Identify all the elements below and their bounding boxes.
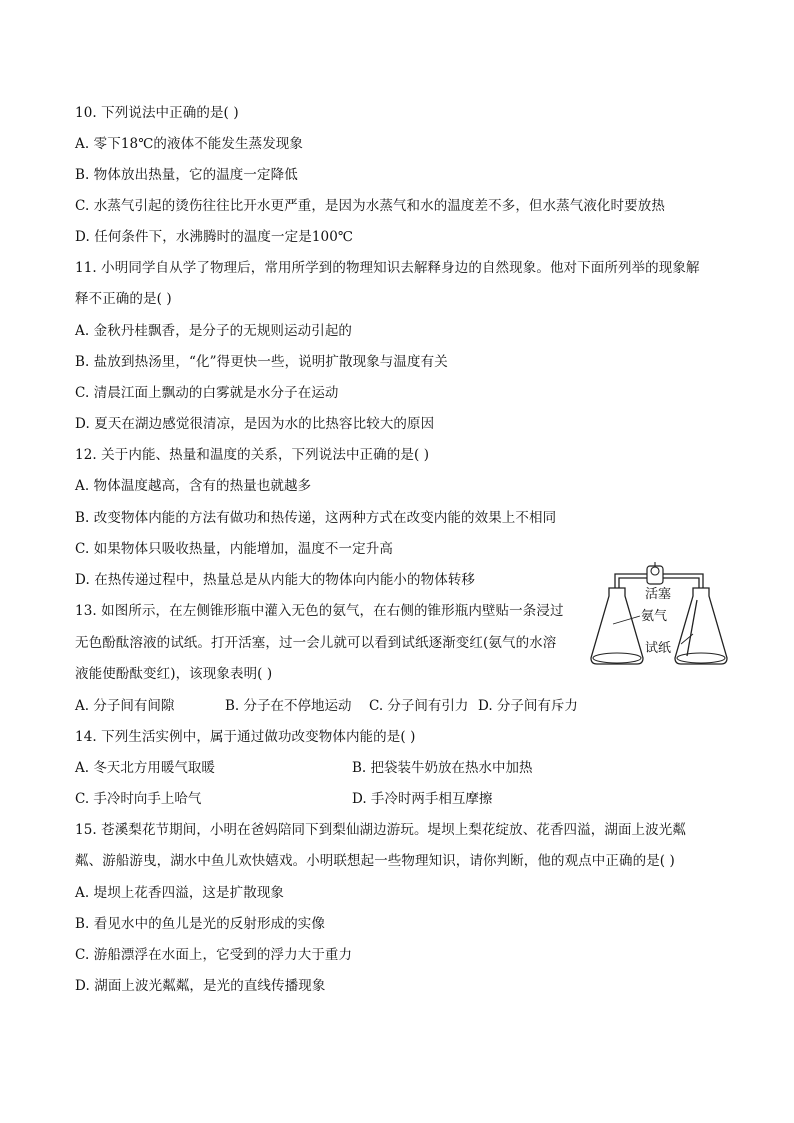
q11-option-d: D. 夏天在湖边感觉很清凉，是因为水的比热容比较大的原因 <box>75 416 435 432</box>
flask-diagram <box>585 560 735 675</box>
label-ammonia: 氨气 <box>641 609 668 624</box>
q13-option-b: B. 分子在不停地运动 <box>225 698 352 714</box>
q15-stem-line1: 15. 苍溪梨花节期间，小明在爸妈陪同下到梨仙湖边游玩。堤坝上梨花绽放、花香四溢，湖面上波光粼 <box>75 822 686 838</box>
q10-stem: 10. 下列说法中正确的是( ) <box>75 105 239 121</box>
q11-option-a: A. 金秋丹桂飘香，是分子的无规则运动引起的 <box>75 323 353 339</box>
q14-stem: 14. 下列生活实例中，属于通过做功改变物体内能的是( ) <box>75 729 416 745</box>
q12-option-b: B. 改变物体内能的方法有做功和热传递，这两种方式在改变内能的效果上不相同 <box>75 510 557 526</box>
q10-option-d: D. 任何条件下，水沸腾时的温度一定是100℃ <box>75 229 354 245</box>
q14-option-b: B. 把袋装牛奶放在热水中加热 <box>352 760 533 776</box>
q14-option-d: D. 手冷时两手相互摩擦 <box>352 791 493 807</box>
left-flask-icon <box>591 588 643 664</box>
label-test-paper: 试纸 <box>645 641 672 656</box>
q13-stem-line3: 液能使酚酞变红)，该现象表明( ) <box>75 666 273 682</box>
q12-option-a: A. 物体温度越高，含有的热量也就越多 <box>75 478 312 494</box>
q12-option-d: D. 在热传递过程中，热量总是从内能大的物体向内能小的物体转移 <box>75 572 476 588</box>
q11-stem-line1: 11. 小明同学自从学了物理后，常用所学到的物理知识去解释身边的自然现象。他对下面所列举的现象解 <box>75 260 700 276</box>
q15-stem-line2: 粼、游船游曳，湖水中鱼儿欢快嬉戏。小明联想起一些物理知识，请你判断，他的观点中正确的是( ) <box>75 853 675 869</box>
q10-option-a: A. 零下18℃的液体不能发生蒸发现象 <box>75 136 304 152</box>
label-valve: 活塞 <box>645 587 672 602</box>
q12-option-c: C. 如果物体只吸收热量，内能增加，温度不一定升高 <box>75 541 393 557</box>
q13-option-d: D. 分子间有斥力 <box>478 698 578 714</box>
q13-option-a: A. 分子间有间隙 <box>75 698 175 714</box>
q15-option-c: C. 游船漂浮在水面上，它受到的浮力大于重力 <box>75 947 353 963</box>
q10-option-b: B. 物体放出热量，它的温度一定降低 <box>75 167 298 183</box>
q15-option-b: B. 看见水中的鱼儿是光的反射形成的实像 <box>75 916 326 932</box>
valve-icon <box>647 562 663 584</box>
right-flask-icon <box>675 588 727 664</box>
q13-flask-figure <box>585 560 735 675</box>
q13-option-c: C. 分子间有引力 <box>369 698 469 714</box>
q10-option-c: C. 水蒸气引起的烫伤往往比开水更严重，是因为水蒸气和水的温度差不多，但水蒸气液化时要放热 <box>75 198 665 214</box>
q13-stem-line1: 13. 如图所示，在左侧锥形瓶中灌入无色的氨气，在右侧的锥形瓶内壁贴一条浸过 <box>75 603 564 619</box>
q11-option-b: B. 盐放到热汤里，“化”得更快一些，说明扩散现象与温度有关 <box>75 354 448 370</box>
q15-option-a: A. 堤坝上花香四溢，这是扩散现象 <box>75 885 285 901</box>
q13-stem-line2: 无色酚酞溶液的试纸。打开活塞，过一会儿就可以看到试纸逐渐变红(氨气的水溶 <box>75 635 557 651</box>
q15-option-d: D. 湖面上波光粼粼，是光的直线传播现象 <box>75 978 326 994</box>
q11-stem-line2: 释不正确的是( ) <box>75 291 172 307</box>
q14-option-c: C. 手冷时向手上哈气 <box>75 791 202 807</box>
q14-option-a: A. 冬天北方用暖气取暖 <box>75 760 215 776</box>
q11-option-c: C. 清晨江面上飘动的白雾就是水分子在运动 <box>75 385 339 401</box>
q12-stem: 12. 关于内能、热量和温度的关系，下列说法中正确的是( ) <box>75 447 430 463</box>
